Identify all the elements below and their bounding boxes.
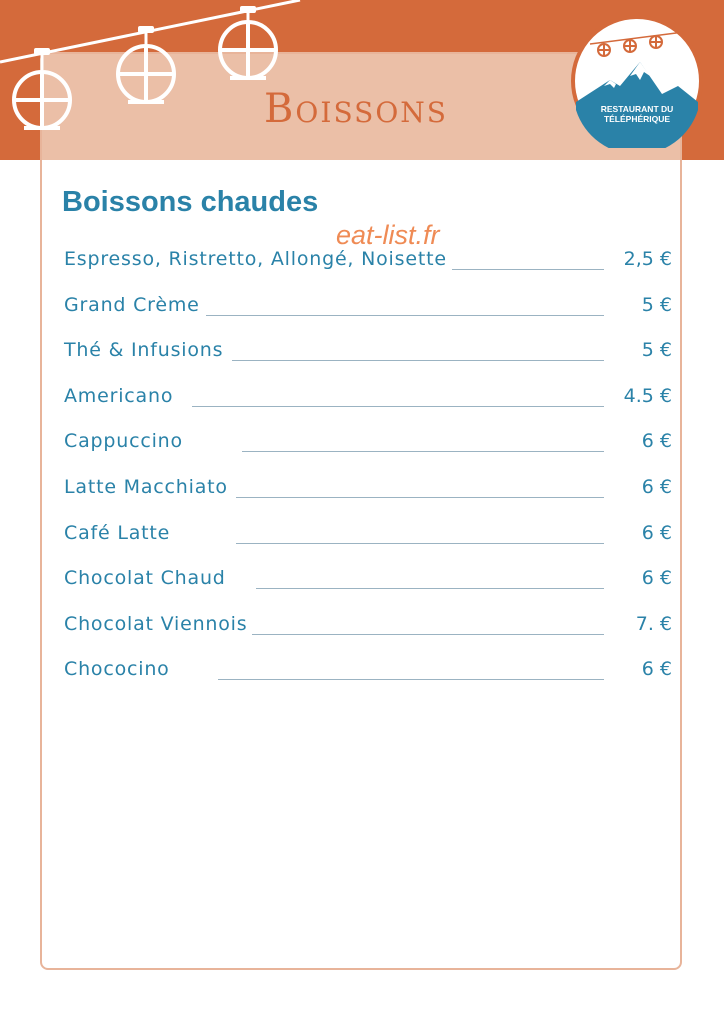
logo-line-1: RESTAURANT DU [600, 104, 674, 114]
item-name: Chococino [64, 658, 170, 681]
menu-list [64, 244, 672, 700]
dotted-leader [218, 679, 604, 680]
menu-item [64, 563, 672, 609]
restaurant-logo [570, 14, 704, 148]
dotted-leader [192, 406, 604, 407]
item-name: Café Latte [64, 521, 171, 544]
item-name: Chocolat Viennois [64, 612, 248, 635]
dotted-leader [256, 588, 604, 589]
watermark: eat-list.fr [336, 220, 440, 250]
menu-item [64, 654, 672, 700]
item-name: Espresso, Ristretto, Allongé, Noisette [64, 248, 447, 270]
dotted-leader [232, 360, 604, 361]
item-price: 6 € [641, 521, 672, 544]
item-name: Cappuccino [64, 430, 183, 453]
menu-item [64, 609, 672, 655]
item-price: 5 € [641, 339, 672, 362]
item-name: Americano [64, 384, 174, 407]
item-price: 6 € [641, 430, 672, 453]
dotted-leader [242, 451, 604, 452]
item-name: Chocolat Chaud [64, 567, 226, 590]
menu-item [64, 426, 672, 472]
item-price: 6 € [641, 475, 672, 498]
item-name: Latte Macchiato [64, 475, 228, 498]
gondola-icon [14, 48, 70, 130]
page-title: Boissons [264, 86, 448, 132]
menu-item [64, 335, 672, 381]
dotted-leader [236, 497, 604, 498]
gondola-icon [220, 6, 276, 80]
cable-car-icon [0, 0, 320, 140]
menu-item [64, 381, 672, 427]
dotted-leader [236, 543, 604, 544]
gondola-icon [118, 26, 174, 104]
item-price: 7. € [635, 612, 672, 635]
item-price: 2,5 € [623, 248, 672, 270]
menu-item [64, 472, 672, 518]
dotted-leader [452, 269, 604, 270]
item-price: 5 € [641, 293, 672, 316]
dotted-leader [252, 634, 604, 635]
item-price: 6 € [641, 567, 672, 590]
menu-item [64, 290, 672, 336]
item-price: 6 € [641, 658, 672, 681]
menu-item [64, 518, 672, 564]
dotted-leader [206, 315, 604, 316]
logo-line-2: TÉLÉPHÉRIQUE [603, 114, 671, 124]
section-title: Boissons chaudes [62, 186, 319, 218]
logo-text [590, 104, 684, 124]
menu-item [64, 244, 672, 290]
item-price: 4.5 € [623, 384, 672, 407]
item-name: Grand Crème [64, 293, 200, 316]
item-name: Thé & Infusions [64, 339, 224, 362]
